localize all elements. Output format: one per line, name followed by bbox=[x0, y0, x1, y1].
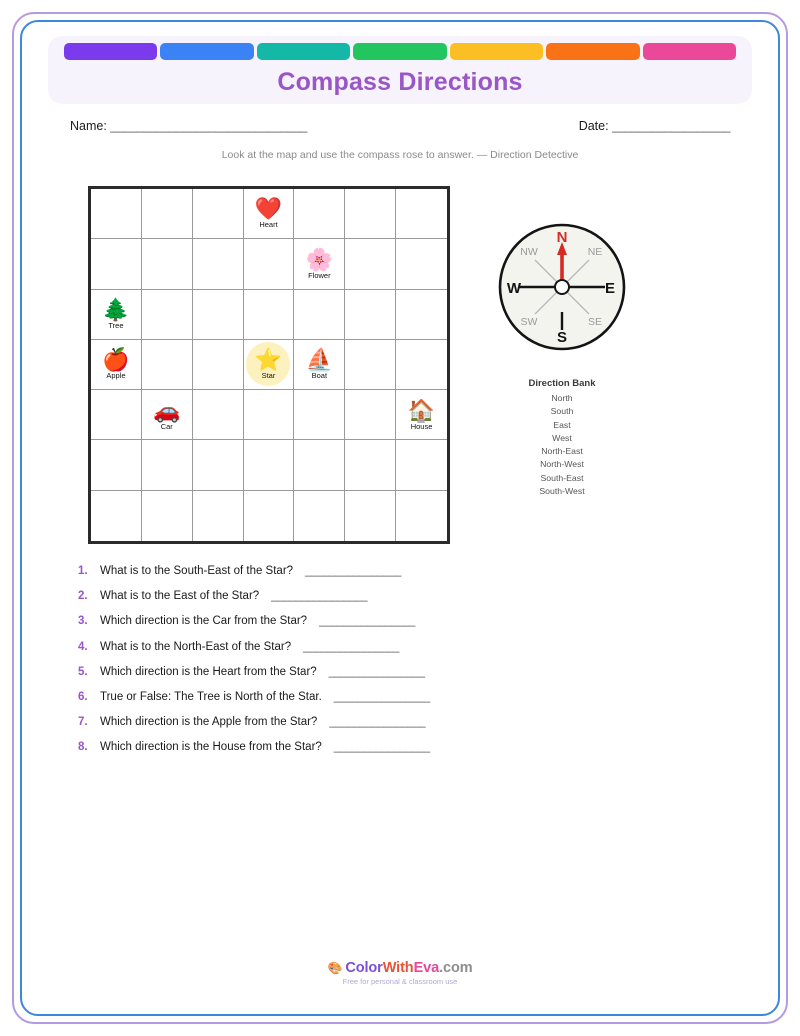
map-cell bbox=[142, 390, 193, 440]
house-icon: 🏠 bbox=[407, 397, 436, 423]
question-number: 8. bbox=[78, 741, 88, 754]
question-number: 4. bbox=[78, 640, 88, 653]
question-number: 3. bbox=[78, 615, 88, 628]
page-title: Compass Directions bbox=[277, 68, 523, 96]
direction-bank-list bbox=[487, 392, 637, 498]
compass-label-north-west: NW bbox=[520, 246, 538, 258]
question-row bbox=[78, 615, 718, 627]
map-cell bbox=[244, 290, 295, 340]
star-icon: ⭐ bbox=[254, 347, 283, 373]
brand-logo[interactable] bbox=[0, 960, 800, 976]
brand-tld: .com bbox=[439, 960, 473, 976]
compass-label-east: E bbox=[604, 280, 616, 297]
map-cell bbox=[193, 290, 244, 340]
map-cell bbox=[193, 239, 244, 289]
compass-label-south-east: SE bbox=[587, 316, 603, 328]
questions-list bbox=[78, 565, 718, 767]
question-number: 1. bbox=[78, 565, 88, 577]
map-item-label: Apple bbox=[106, 371, 126, 381]
footer-tagline: Free for personal & classroom use bbox=[342, 977, 458, 986]
date-field[interactable] bbox=[579, 119, 730, 133]
map-cell bbox=[294, 290, 345, 340]
map-item-label: Tree bbox=[108, 320, 124, 330]
map-item-label: Car bbox=[160, 421, 173, 431]
map-cell bbox=[142, 189, 193, 239]
question-row bbox=[78, 691, 718, 703]
map-cell bbox=[294, 440, 345, 490]
compass-label-north-east: NE bbox=[587, 246, 603, 258]
map-item-tree bbox=[102, 296, 130, 330]
brand-with: With bbox=[382, 960, 414, 976]
map-cell bbox=[142, 491, 193, 541]
compass-label-west: W bbox=[506, 280, 522, 297]
apple-icon: 🍎 bbox=[102, 347, 130, 373]
map-item-heart bbox=[255, 198, 282, 229]
map-cell bbox=[142, 239, 193, 289]
color-bar-segment-3 bbox=[257, 43, 350, 60]
direction-bank-item: South-West bbox=[539, 486, 585, 497]
map-cell bbox=[91, 390, 142, 440]
map-cell bbox=[91, 340, 142, 390]
map-grid bbox=[88, 186, 450, 544]
question-text: What is to the South-East of the Star? bbox=[100, 565, 294, 577]
question-text: What is to the North-East of the Star? bbox=[100, 640, 292, 653]
boat-icon: ⛵ bbox=[305, 347, 334, 373]
name-field[interactable] bbox=[70, 119, 307, 133]
map-cell bbox=[396, 189, 447, 239]
map-cell bbox=[345, 440, 396, 490]
map-item-label: Star bbox=[261, 371, 276, 381]
map-cell bbox=[294, 491, 345, 541]
map-item-label: Flower bbox=[308, 270, 331, 280]
question-text: Which direction is the Apple from the Star? bbox=[100, 716, 318, 729]
flower-icon: 🌸 bbox=[305, 246, 334, 272]
question-text: Which direction is the Car from the Star? bbox=[100, 615, 308, 628]
map-cell bbox=[193, 189, 244, 239]
map-cell bbox=[294, 189, 345, 239]
name-label: Name: bbox=[70, 119, 107, 133]
question-row bbox=[78, 666, 718, 678]
instructions-text: Look at the map and use the compass rose to answer. — Direction Detective bbox=[221, 149, 579, 161]
map-cell bbox=[193, 340, 244, 390]
map-item-car bbox=[153, 397, 181, 431]
color-bar-segment-4 bbox=[353, 43, 446, 60]
map-cell bbox=[142, 440, 193, 490]
question-text: What is to the East of the Star? bbox=[100, 590, 260, 603]
direction-bank-item: North bbox=[551, 393, 573, 403]
date-label: Date: bbox=[578, 119, 609, 133]
color-bar-segment-6 bbox=[546, 43, 639, 60]
heart-icon: ❤️ bbox=[254, 196, 283, 222]
map-grid-cells bbox=[91, 189, 447, 541]
direction-bank-item: North-East bbox=[541, 446, 583, 457]
brand-color: Color bbox=[345, 960, 383, 976]
map-cell bbox=[142, 340, 193, 390]
map-cell bbox=[244, 239, 295, 289]
answer-blank[interactable]: ________________ bbox=[271, 590, 368, 603]
map-item-boat bbox=[306, 349, 333, 380]
map-cell bbox=[345, 239, 396, 289]
question-number: 2. bbox=[78, 590, 88, 603]
map-cell bbox=[294, 239, 345, 289]
map-item-label: House bbox=[410, 421, 433, 431]
map-cell bbox=[91, 491, 142, 541]
question-text: Which direction is the Heart from the Star? bbox=[100, 665, 317, 678]
map-item-star bbox=[255, 349, 282, 380]
direction-bank-title: Direction Bank bbox=[528, 378, 596, 389]
direction-bank-item: South bbox=[550, 406, 574, 417]
map-item-label: Heart bbox=[259, 220, 278, 230]
direction-bank-item: North-West bbox=[540, 459, 584, 470]
direction-bank-item: West bbox=[552, 432, 572, 443]
direction-bank-item: East bbox=[553, 419, 571, 430]
question-row bbox=[78, 716, 718, 728]
map-item-apple bbox=[102, 349, 129, 380]
map-cell bbox=[244, 189, 295, 239]
map-cell bbox=[396, 491, 447, 541]
map-item-flower bbox=[305, 246, 334, 280]
map-cell bbox=[91, 440, 142, 490]
map-cell bbox=[91, 290, 142, 340]
color-bar bbox=[64, 43, 736, 60]
compass-hub bbox=[555, 280, 569, 294]
map-cell bbox=[91, 189, 142, 239]
compass-label-north: N bbox=[556, 229, 568, 246]
compass-rose bbox=[497, 222, 627, 352]
map-cell bbox=[396, 390, 447, 440]
direction-bank bbox=[487, 378, 637, 498]
color-bar-segment-5 bbox=[450, 43, 543, 60]
map-cell bbox=[396, 440, 447, 490]
date-blank-line[interactable]: __________________ bbox=[612, 119, 730, 133]
question-number: 7. bbox=[78, 716, 88, 729]
question-text: Which direction is the House from the Star? bbox=[100, 741, 322, 754]
answer-blank[interactable]: ________________ bbox=[333, 741, 430, 754]
color-bar-segment-1 bbox=[64, 43, 157, 60]
name-date-row bbox=[70, 119, 730, 133]
map-cell bbox=[244, 491, 295, 541]
map-cell bbox=[244, 440, 295, 490]
answer-blank[interactable]: ________________ bbox=[319, 615, 416, 628]
answer-blank[interactable]: ________________ bbox=[303, 640, 400, 653]
question-row bbox=[78, 641, 718, 653]
answer-blank[interactable]: ________________ bbox=[305, 565, 401, 577]
direction-bank-item: South-East bbox=[540, 472, 584, 483]
map-cell bbox=[91, 239, 142, 289]
map-cell bbox=[396, 340, 447, 390]
question-row bbox=[78, 590, 718, 602]
tree-icon: 🌲 bbox=[102, 296, 130, 322]
car-icon: 🚗 bbox=[153, 397, 181, 423]
answer-blank[interactable]: ________________ bbox=[328, 665, 425, 678]
color-bar-segment-7 bbox=[643, 43, 736, 60]
map-cell bbox=[142, 290, 193, 340]
map-cell bbox=[193, 440, 244, 490]
palette-icon: 🎨 bbox=[327, 961, 343, 975]
map-item-label: Boat bbox=[311, 371, 328, 381]
map-cell bbox=[193, 390, 244, 440]
map-item-house bbox=[407, 397, 436, 431]
color-bar-segment-2 bbox=[160, 43, 253, 60]
question-row bbox=[78, 741, 718, 753]
answer-blank[interactable]: ________________ bbox=[329, 716, 426, 729]
footer bbox=[0, 960, 800, 986]
map-cell bbox=[193, 491, 244, 541]
question-text: True or False: The Tree is North of the Star. bbox=[100, 690, 322, 703]
map-cell bbox=[396, 290, 447, 340]
answer-blank[interactable]: ________________ bbox=[333, 690, 430, 703]
question-number: 5. bbox=[78, 665, 88, 678]
map-cell bbox=[345, 290, 396, 340]
question-row bbox=[78, 565, 718, 577]
compass-label-south-west: SW bbox=[520, 316, 538, 328]
map-cell bbox=[396, 239, 447, 289]
map-cell bbox=[345, 340, 396, 390]
name-blank-line[interactable]: ______________________________ bbox=[110, 119, 307, 133]
map-cell bbox=[294, 340, 345, 390]
question-number: 6. bbox=[78, 690, 88, 703]
map-cell bbox=[244, 340, 295, 390]
map-cell bbox=[294, 390, 345, 440]
map-cell bbox=[244, 390, 295, 440]
brand-eva: Eva bbox=[413, 960, 440, 976]
map-cell bbox=[345, 491, 396, 541]
map-cell bbox=[345, 390, 396, 440]
compass-label-south: S bbox=[556, 329, 568, 346]
map-cell bbox=[345, 189, 396, 239]
